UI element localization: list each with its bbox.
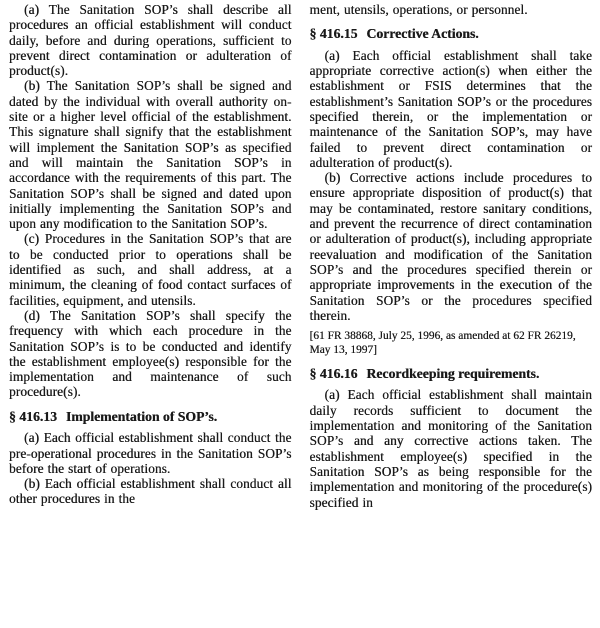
section-number-416-13: § 416.13: [9, 408, 57, 424]
federal-register-citation: [61 FR 38868, July 25, 1996, as amended at 62 FR 26219, May 13, 1997]: [309, 330, 576, 356]
section-title-416-15: Corrective Actions.: [366, 26, 479, 42]
section-number-416-15: § 416.15: [309, 26, 358, 42]
paragraph-416-12-a: (a) The Sanitation SOP’s shall describe all procedures an official establishment will conduct daily, before and during operations, sufficient to prevent direct contamination or adulteration of product(s).: [9, 2, 292, 79]
paragraph-416-12-d: (d) The Sanitation SOP’s shall specify the frequency with which each procedure in the Sanitation SOP’s is to be conducted and identify the establishment employee(s) responsible for the implementation and maintenance of such procedure(s).: [9, 307, 292, 400]
paragraph-416-15-a: (a) Each official establishment shall take appropriate corrective action(s) when either the establishment or FSIS determines that the establishment’s Sanitation SOP’s or the procedures specified therein, or the implementation or maintenance of the Sanitation SOP’s, may have failed to prevent direct contamination or adulteration of product(s).: [309, 47, 592, 170]
right-column: [310, 2, 593, 628]
paragraph-416-13-a: (a) Each official establishment shall conduct the pre-operational procedures in the Sanitation SOP’s before the start of operations.: [9, 430, 292, 476]
paragraph-416-13-b: (b) Each official establishment shall conduct all other procedures in the: [9, 476, 292, 507]
section-heading-416-16: [310, 366, 593, 382]
paragraph-416-12-c: (c) Procedures in the Sanitation SOP’s that are to be conducted prior to operations shall be identified as such, and shall address, at a minimum, the cleaning of food contact surfaces of facilities, equipment, and utensils.: [9, 231, 292, 308]
paragraph-416-12-b: (b) The Sanitation SOP’s shall be signed and dated by the individual with overall authority on-site or a higher level official of the establishment. This signature shall signify that the establishment will implement the Sanitation SOP’s as specified and will maintain the Sanitation SOP’s in accordance with the requirements of this part. The Sanitation SOP’s shall be signed and dated upon initially implementing the Sanitation SOP’s and upon any modification to the Sanitation SOP’s.: [9, 78, 292, 232]
section-number-416-16: § 416.16: [309, 365, 358, 381]
section-heading-416-13: [9, 409, 292, 425]
section-heading-416-15: [310, 26, 593, 42]
paragraph-416-14-continuation: ment, utensils, operations, or personnel.: [309, 2, 528, 17]
paragraph-416-15-b: (b) Corrective actions include procedures to ensure appropriate disposition of product(s) that may be contaminated, restore sanitary conditions, and prevent the recurrence of direct contamination or adulteration of product(s), including appropriate reevaluation and modification of the Sanitation SOP’s and the procedures specified therein or appropriate improvements in the execution of the Sanitation SOP’s or the procedures specified therein.: [309, 170, 592, 323]
section-title-416-13: Implementation of SOP’s.: [65, 408, 218, 424]
left-column: [9, 2, 292, 628]
paragraph-416-16-a: (a) Each official establishment shall maintain daily records sufficient to document the implementation and monitoring of the Sanitation SOP’s and any corrective actions taken. The establishment employee(s) specified in the Sanitation SOP’s as being responsible for the implementation and monitoring of the procedure(s) specified in: [309, 387, 592, 510]
section-title-416-16: Recordkeeping requirements.: [366, 365, 540, 381]
